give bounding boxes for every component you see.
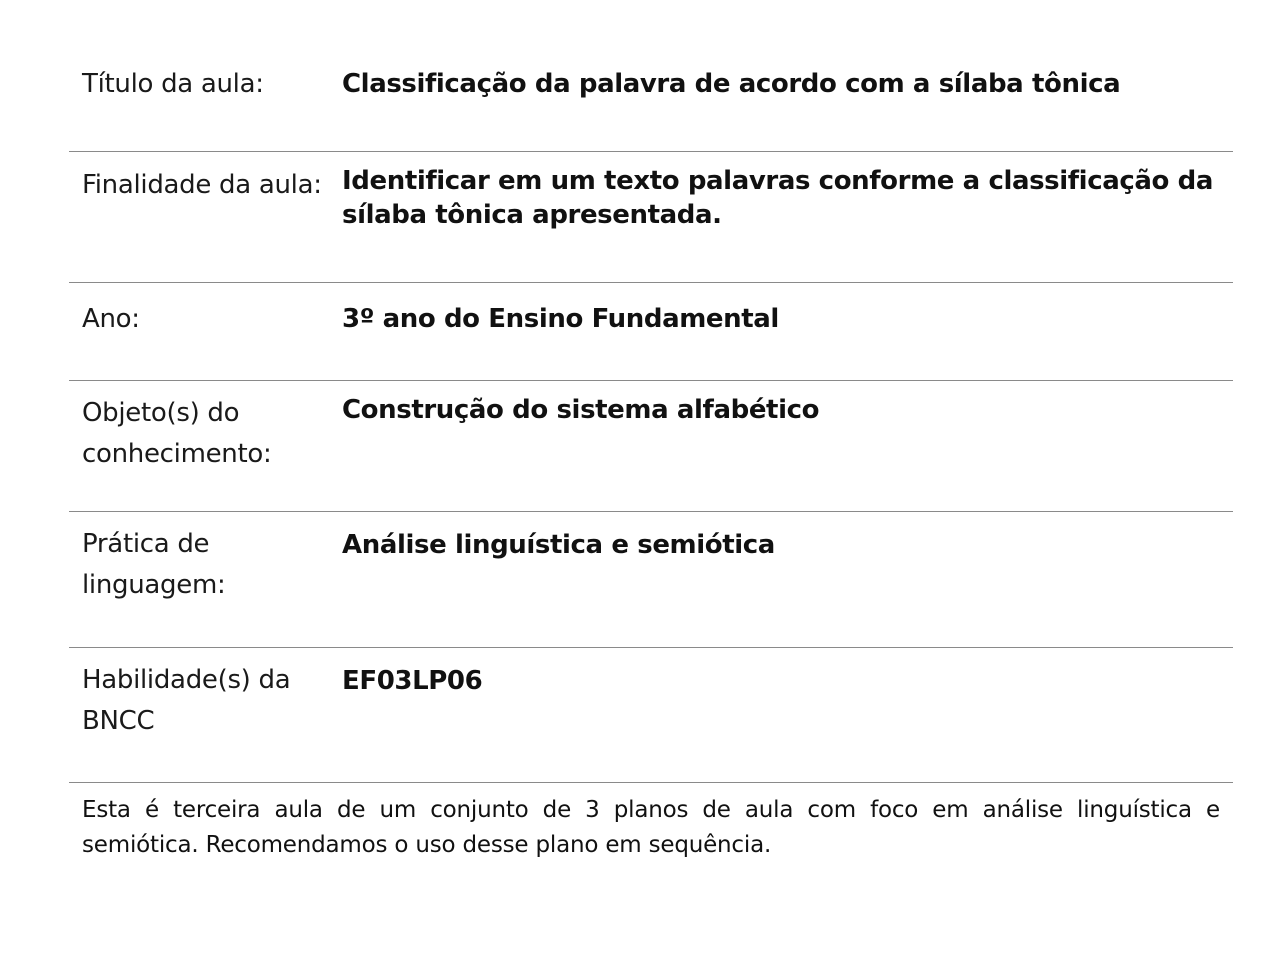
knowledge-object-label: Objeto(s) do conhecimento: xyxy=(69,381,329,512)
table-row-bncc-skills xyxy=(69,648,1233,783)
bncc-skills-label: Habilidade(s) da BNCC xyxy=(69,648,329,783)
table-row-lesson-title xyxy=(69,44,1233,152)
lesson-title-label: Título da aula: xyxy=(69,44,329,152)
table-row-lesson-purpose xyxy=(69,152,1233,283)
language-practice-label: Prática de linguagem: xyxy=(69,512,329,648)
lesson-title-value: Classificação da palavra de acordo com a sílaba tônica xyxy=(329,44,1233,152)
lesson-sequence-note: Esta é terceira aula de um conjunto de 3 planos de aula com foco em análise linguística e semiótica. Recomendamos o uso desse plano em sequência. xyxy=(82,797,1220,858)
lesson-plan-document xyxy=(69,44,1233,863)
lesson-purpose-label: Finalidade da aula: xyxy=(69,152,329,283)
language-practice-value: Análise linguística e semiótica xyxy=(329,512,1233,648)
table-row-knowledge-object xyxy=(69,381,1233,512)
knowledge-object-value: Construção do sistema alfabético xyxy=(329,381,1233,512)
school-year-value: 3º ano do Ensino Fundamental xyxy=(329,283,1233,381)
lesson-purpose-value: Identificar em um texto palavras conforme a classificação da sílaba tônica apresentada. xyxy=(329,152,1233,283)
table-row-school-year xyxy=(69,283,1233,381)
table-row-language-practice xyxy=(69,512,1233,648)
school-year-label: Ano: xyxy=(69,283,329,381)
bncc-skills-value: EF03LP06 xyxy=(329,648,1233,783)
lesson-info-table xyxy=(69,44,1233,783)
